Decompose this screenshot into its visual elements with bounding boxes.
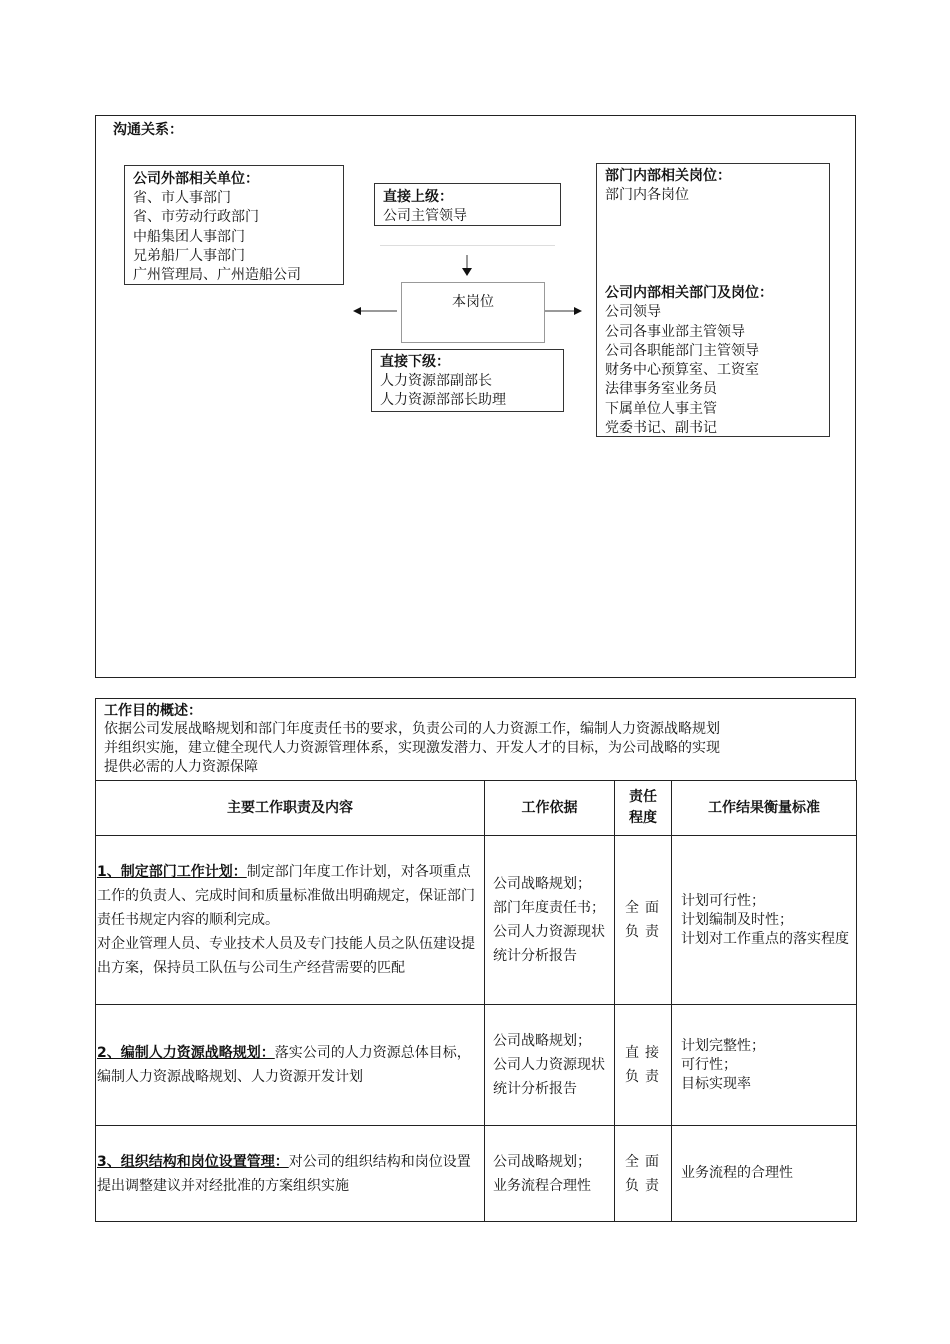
standard-item: 目标实现率 [681,1075,751,1092]
table-row [96,836,857,1005]
standard-item: 计划完整性； [681,1037,765,1054]
external-unit-item: 中船集团人事部门 [133,228,245,245]
duty-responsibility [615,1005,672,1126]
table-header-row [96,781,857,836]
arrow-left-icon [353,307,397,315]
company-internal-item: 公司各职能部门主管领导 [605,342,759,359]
communication-title: 沟通关系： [113,122,183,138]
duty-title: 3、组织结构和岗位设置管理： [97,1153,289,1170]
duty-standard [672,1126,857,1222]
company-internal-item: 公司各事业部主管领导 [605,323,745,340]
duty-desc: 对公司的组织结构和岗位设置提出调整建议并对经批准的方案组织实施 [97,1153,471,1194]
dept-internal-item: 部门内各岗位 [605,187,689,203]
duty-desc: 制定部门年度工作计划，对各项重点工作的负责人、完成时间和质量标准做出明确规定，保证部门责任书规定内容的顺利完成。 [97,864,475,928]
direct-superior-item: 公司主管领导 [383,208,467,224]
header-standard: 工作结果衡量标准 [672,781,857,836]
header-resp-line1: 责任 [629,789,657,805]
external-unit-item: 省、市人事部门 [133,190,231,206]
duty-content [96,836,485,1005]
resp-line2: 负责 [625,924,665,940]
duty-content [96,1126,485,1222]
resp-line2: 负责 [625,1069,665,1085]
resp-line1: 直接 [625,1045,665,1061]
this-position-box [401,282,545,343]
external-unit-item: 广州管理局、广州造船公司 [133,267,301,284]
direct-subordinate-item: 人力资源部副部长 [380,373,492,389]
external-unit-item: 省、市劳动行政部门 [133,209,259,226]
company-internal-item: 法律事务室业务员 [605,381,717,398]
resp-line1: 全面 [625,1153,665,1170]
duty-standard [672,836,857,1005]
duty-desc: 落实公司的人力资源总体目标，编制人力资源战略规划、人力资源开发计划 [97,1045,471,1085]
external-unit-item: 兄弟船厂人事部门 [133,247,245,264]
company-internal-item: 党委书记、副书记 [605,420,717,437]
basis-item: 公司人力资源现状统计分析报告 [493,1057,605,1097]
direct-subordinate-box [371,349,564,412]
header-resp-line2: 程度 [629,810,657,826]
basis-item: 业务流程合理性 [493,1177,591,1194]
duty-basis [485,836,615,1005]
company-internal-header: 公司内部相关部门及岗位： [605,285,773,302]
work-purpose-line: 提供必需的人力资源保障 [104,759,258,775]
arrow-right-icon [545,307,582,315]
direct-superior-header: 直接上级： [383,189,453,205]
resp-line2: 负责 [625,1177,665,1194]
duty-basis [485,1005,615,1126]
standard-item: 业务流程的合理性 [681,1165,793,1181]
basis-item: 公司战略规划； [493,1033,591,1049]
company-internal-item: 下属单位人事主管 [605,400,717,417]
internal-positions-box [596,163,830,437]
direct-subordinate-header: 直接下级： [380,354,450,370]
work-purpose-line: 并组织实施，建立健全现代人力资源管理体系，实现激发潜力、开发人才的目标，为公司战略的实现 [104,740,720,756]
basis-item: 公司战略规划； [493,876,591,892]
header-responsibility [615,781,672,836]
duty-responsibility [615,1126,672,1222]
table-row [96,1005,857,1126]
duty-responsibility [615,836,672,1005]
direct-subordinate-item: 人力资源部部长助理 [380,392,506,409]
table-row [96,1126,857,1222]
this-position-label: 本岗位 [452,294,494,310]
arrow-down-icon [462,255,472,276]
header-content: 主要工作职责及内容 [96,781,485,836]
work-purpose-line: 依据公司发展战略规划和部门年度责任书的要求，负责公司的人力资源工作，编制人力资源战略规划 [104,721,720,737]
work-purpose-header: 工作目的概述： [104,703,202,719]
standard-item: 可行性； [681,1056,737,1073]
header-basis: 工作依据 [485,781,615,836]
duty-desc-2: 对企业管理人员、专业技术人员及专门技能人员之队伍建设提出方案，保持员工队伍与公司生产经营需要的匹配 [97,936,475,976]
faint-divider [380,245,555,246]
basis-item: 部门年度责任书； [493,900,605,916]
resp-line1: 全面 [625,900,665,916]
basis-item: 公司战略规划； [493,1153,591,1170]
duty-title: 1、制定部门工作计划： [97,864,247,880]
dept-internal-header: 部门内部相关岗位： [605,168,731,184]
company-internal-item: 公司领导 [605,304,661,321]
duty-standard [672,1005,857,1126]
duty-basis [485,1126,615,1222]
standard-item: 计划对工作重点的落实程度 [681,930,849,947]
duties-table [95,780,857,1222]
duty-content [96,1005,485,1126]
external-units-box [124,165,344,285]
standard-item: 计划编制及时性； [681,911,793,928]
direct-superior-box [374,183,561,226]
standard-item: 计划可行性； [681,892,765,909]
external-units-header: 公司外部相关单位： [133,171,259,187]
basis-item: 公司人力资源现状统计分析报告 [493,924,605,964]
work-purpose-section [95,698,856,780]
company-internal-item: 财务中心预算室、工资室 [605,362,759,379]
duty-title: 2、编制人力资源战略规划： [97,1045,275,1061]
